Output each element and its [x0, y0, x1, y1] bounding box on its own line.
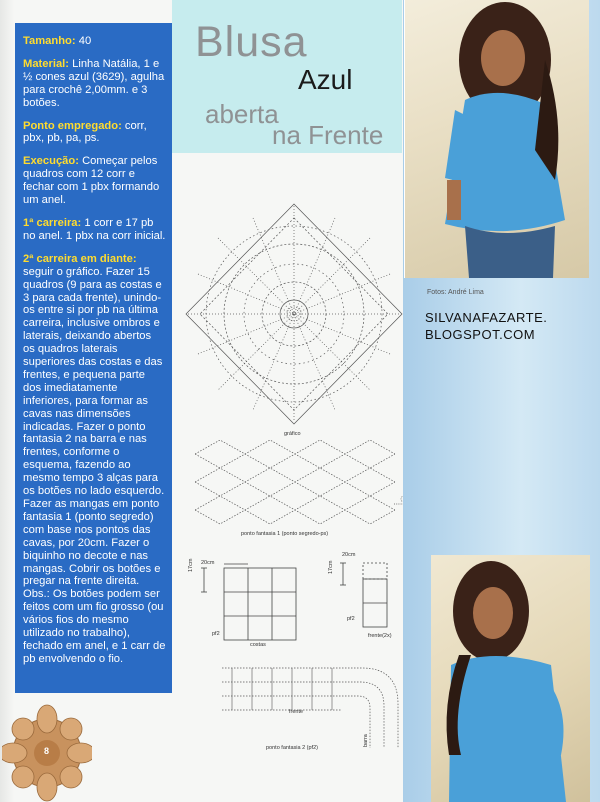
crochet-square-chart	[178, 196, 410, 436]
model-photo-bottom	[431, 555, 590, 802]
blog-line-2: BLOGSPOT.COM	[425, 327, 536, 342]
instruction-stitches: Ponto empregado: corr, pbx, pb, pa, ps.	[23, 119, 147, 145]
pattern-2-diagram	[222, 660, 422, 750]
model-figure-illustration	[405, 0, 589, 278]
back-width: 20cm	[201, 560, 215, 566]
title-line-3: aberta	[205, 99, 279, 129]
photo-credit: Fotos: André Lima	[427, 289, 484, 296]
instruction-row-1: 1ª carreira: 1 corr e 17 pb no anel. 1 pbx na corr inicial.	[23, 216, 166, 242]
title-line-2: Azul	[298, 64, 353, 95]
pattern-1-caption: ponto fantasia 1 (ponto segredo-ps)	[241, 531, 329, 537]
instruction-size: Tamanho: 40	[23, 35, 92, 47]
chart-caption: gráfico	[284, 431, 301, 437]
front-width: 20cm	[342, 552, 356, 558]
front-height: 17cm	[328, 560, 334, 574]
back-height: 17cm	[188, 558, 194, 572]
front-pf2: pf2	[347, 616, 355, 622]
page-number: 8	[44, 746, 50, 756]
instruction-material: Material: Linha Natália, 1 e ½ cones azul (3629), agulha para crochê 2,00mm. e 3 botões.	[23, 57, 165, 109]
instruction-execution: Execução: Começar pelos quadros com 12 corr e fechar com 1 pbx formando um anel.	[23, 155, 160, 207]
front-schematic	[335, 555, 395, 645]
title-line-1: Blusa	[195, 18, 308, 66]
back-caption: costas	[250, 642, 266, 648]
model-figure-illustration-2	[431, 555, 590, 802]
title-line-4: na Frente	[272, 120, 384, 150]
pattern-2-hem-caption: barra	[363, 734, 369, 747]
model-photo-top	[404, 0, 589, 278]
pattern-1-diagram	[195, 440, 395, 528]
front-2x-caption: frente(2x)	[368, 633, 392, 639]
instruction-row-2: 2ª carreira em diante: seguir o gráfico. Fazer 15 quadros (9 para as costas e 3 para cada frente), unindo-os entre si por pb na última carreira, inclusive ombros e laterais, deixando abertos os quadros laterais superiores das costas e das frentes, e pequena parte dos imediatamente inferiores, para formar as cavas nas dimensões indicadas. Fazer o ponto fantasia 2 na barra e nas frentes, conforme o esquema, fazendo ao mesmo tempo 3 alças para os botões no lado esquerdo. Fazer as mangas em ponto fantasia 1 (ponto segredo) com base nos pontos das cavas, por 20cm. Fazer o biquinho no decote e nas mangas. Cobrir os botões e pregar na frente direita. Obs.: Os botões podem ser feitos com um fio grosso (ou vários fios do mesmo utilizado no trabalho), fechado em anel, e 1 carr de pb envolvendo o fio.	[23, 252, 166, 665]
back-pf2: pf2	[212, 631, 220, 637]
instructions-panel	[15, 23, 172, 693]
pattern-2-caption: ponto fantasia 2 (pf2)	[266, 745, 318, 751]
pattern-2-front-caption: frente	[289, 709, 304, 715]
blog-line-1: SILVANAFAZARTE.	[425, 310, 548, 325]
